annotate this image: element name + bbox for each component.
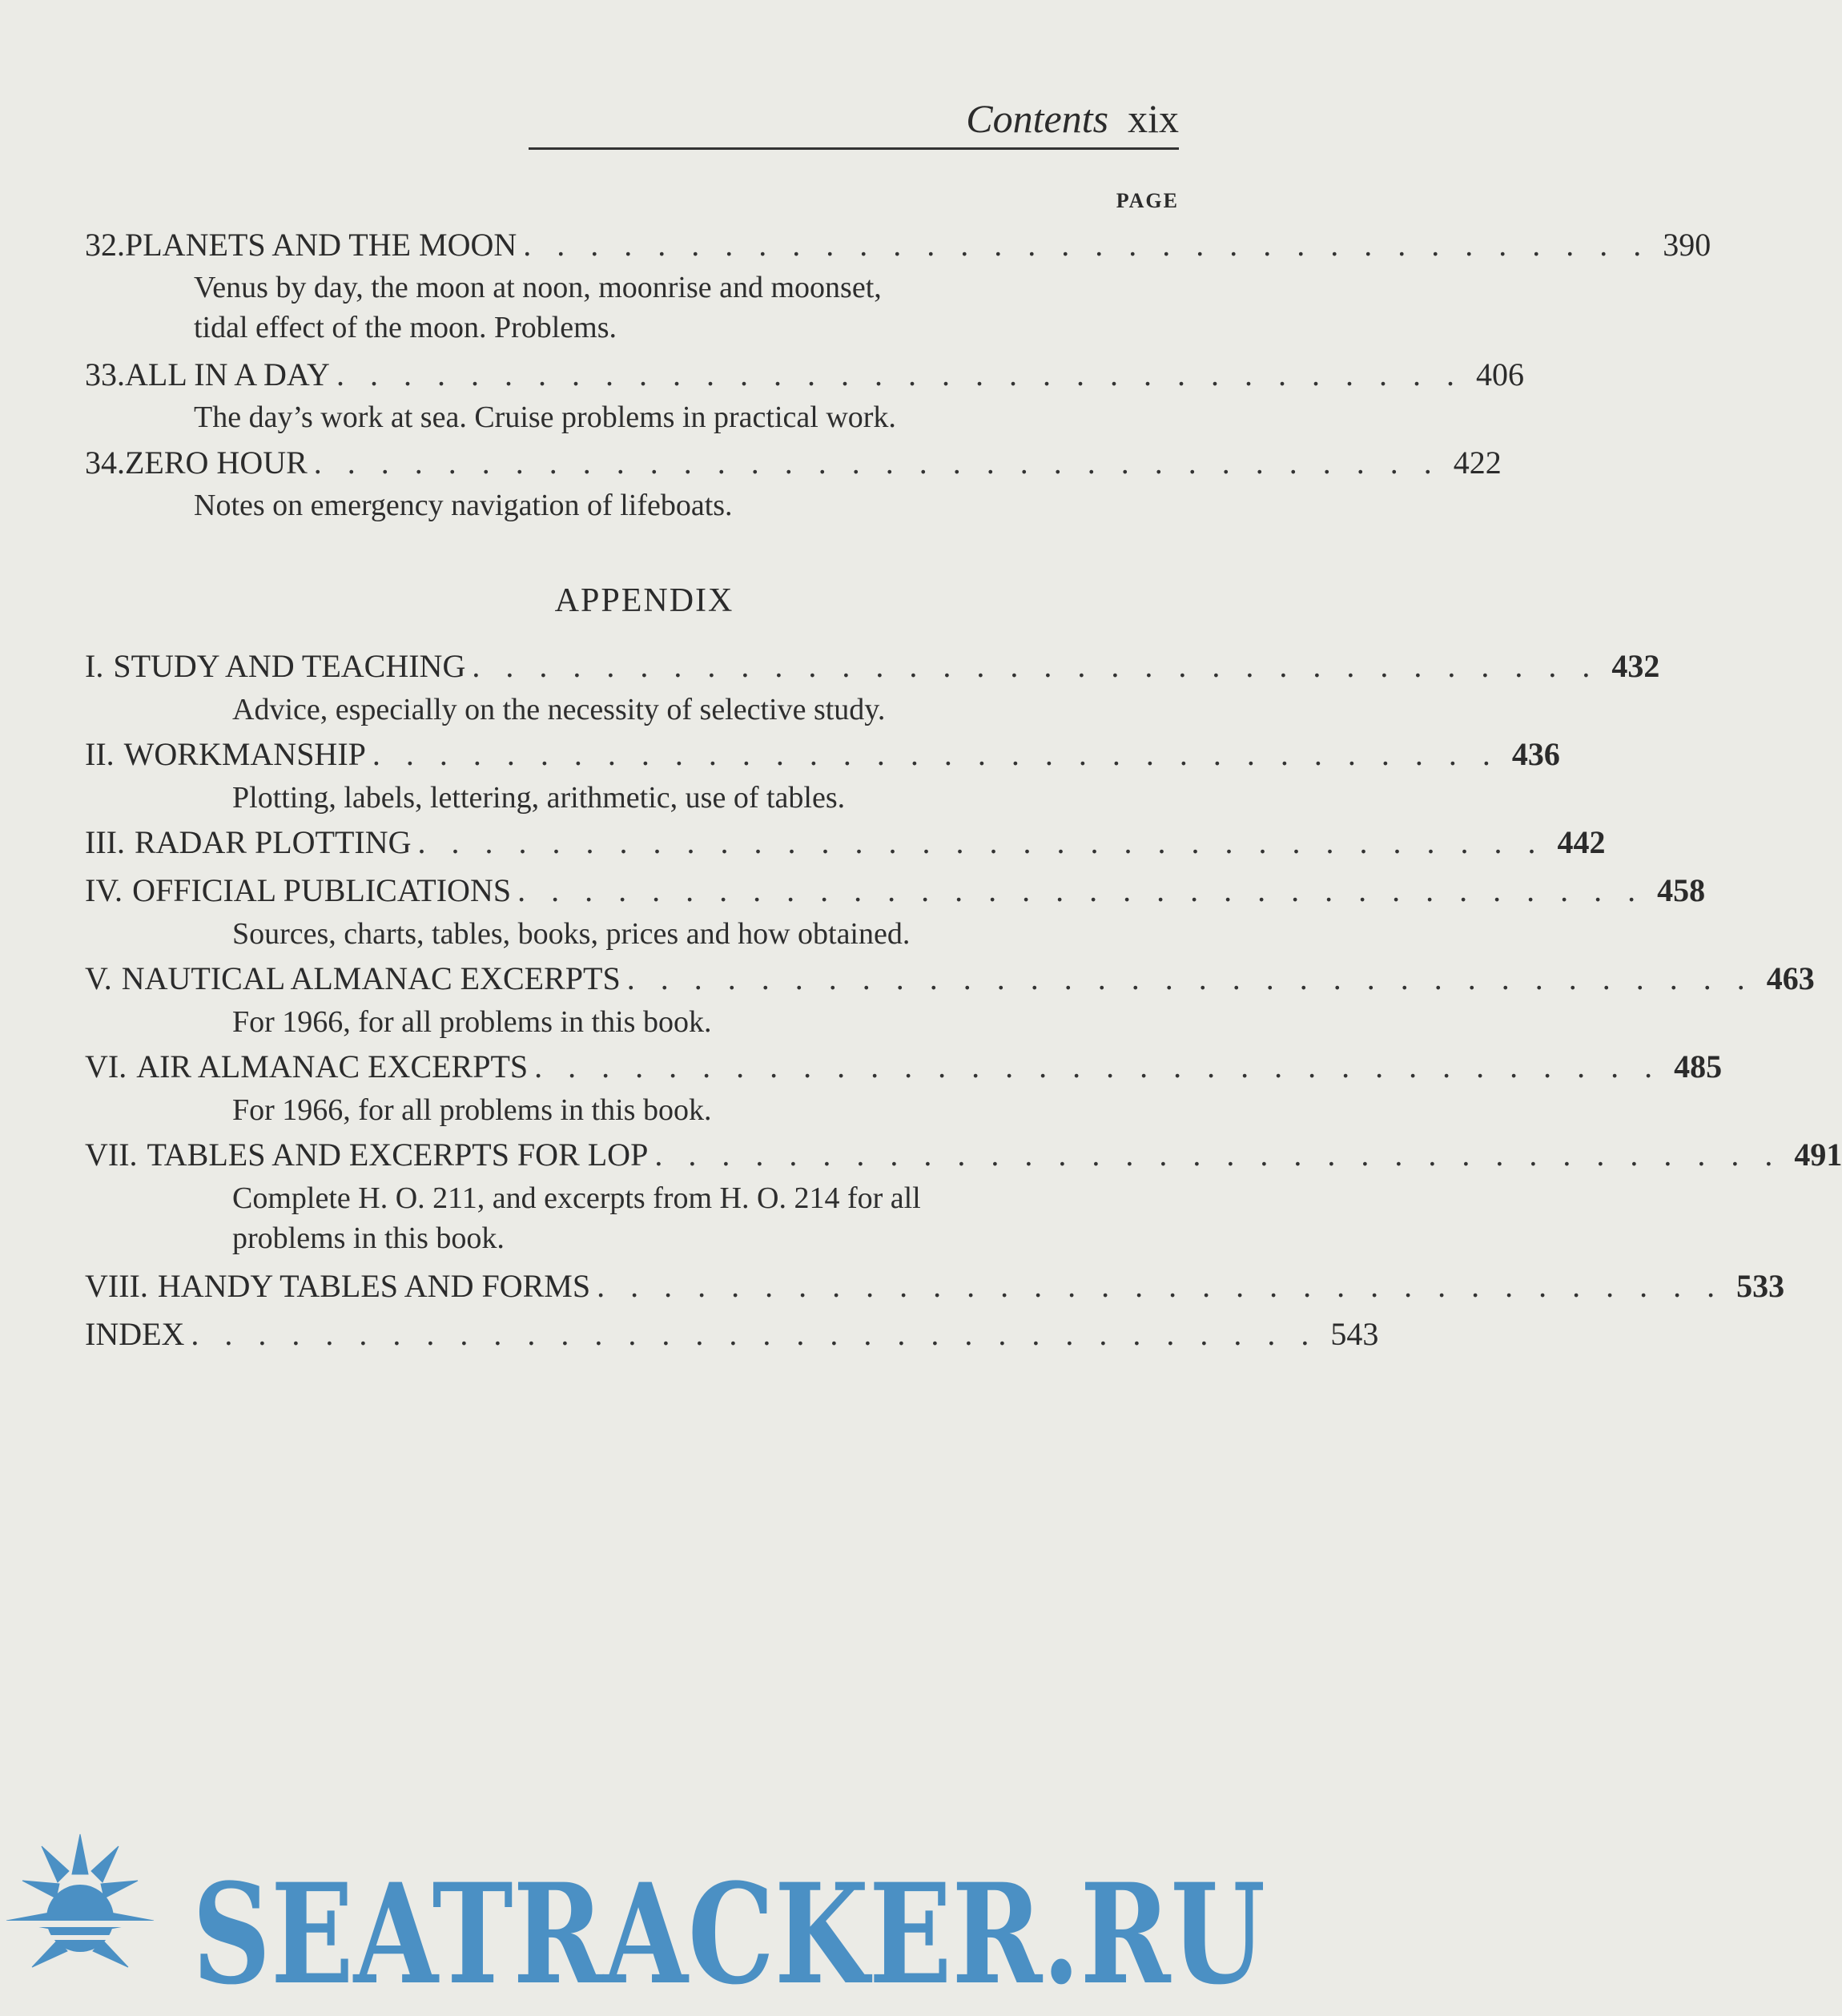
entry-title: INDEX xyxy=(85,1316,185,1352)
entry-page: 485 xyxy=(1674,1048,1723,1084)
entry-number: 34. xyxy=(85,445,125,481)
entry-page: 543 xyxy=(1330,1316,1379,1352)
entry-title: NAUTICAL ALMANAC EXCERPTS xyxy=(121,960,621,996)
entry-description-line: tidal effect of the moon. Problems. xyxy=(194,311,617,344)
appendix-heading: APPENDIX xyxy=(554,582,734,619)
dot-leader: . . . . . . . . . . . . . . . . . . . . . . . . . . . . . . . . . . xyxy=(523,227,1651,263)
entry-description-line: Complete H. O. 211, and excerpts from H. O. 214 for all xyxy=(232,1181,921,1215)
entry-page: 436 xyxy=(1511,736,1560,772)
entry-page: 432 xyxy=(1611,648,1660,684)
toc-entry-appendix-4[interactable] xyxy=(85,870,1706,911)
entry-description-line: problems in this book. xyxy=(232,1221,505,1255)
dot-leader: . . . . . . . . . . . . . . . . . . . . . . . . . . . . . . . . . . xyxy=(191,1316,1318,1352)
entry-number: 33. xyxy=(85,356,125,392)
entry-description-line: For 1966, for all problems in this book. xyxy=(232,1005,712,1039)
entry-description-line: Plotting, labels, lettering, arithmetic, use of tables. xyxy=(232,781,846,815)
entry-title: ALL IN A DAY xyxy=(125,356,330,392)
entry-number: VI. xyxy=(85,1048,127,1084)
entry-description-line: Advice, especially on the necessity of selective study. xyxy=(232,693,886,726)
entry-number: IV. xyxy=(85,872,123,908)
seatracker-watermark xyxy=(0,1818,1289,2015)
running-head-title: Contents xyxy=(966,96,1109,141)
watermark-text: SEATRACKER.RU xyxy=(192,1853,1265,2015)
entry-page: 491 xyxy=(1794,1137,1842,1173)
entry-title: ZERO HOUR xyxy=(125,445,308,481)
entry-page: 463 xyxy=(1766,960,1815,996)
dot-leader: . . . . . . . . . . . . . . . . . . . . . . . . . . . . . . . . . . xyxy=(517,872,1645,908)
entry-description-line: For 1966, for all problems in this book. xyxy=(232,1093,712,1127)
toc-entry-chapter-34[interactable] xyxy=(85,442,1502,484)
entry-page: 406 xyxy=(1475,356,1524,392)
toc-entry-index[interactable] xyxy=(85,1314,1379,1355)
entry-number: V. xyxy=(85,960,112,996)
entry-description-line: Venus by day, the moon at noon, moonrise and moonset, xyxy=(194,271,882,304)
entry-description-line: Notes on emergency navigation of lifeboats. xyxy=(194,489,733,522)
toc-entry-appendix-2[interactable] xyxy=(85,734,1560,775)
dot-leader: . . . . . . . . . . . . . . . . . . . . . . . . . . . . . . . . . . xyxy=(654,1137,1782,1173)
entry-number: II. xyxy=(85,736,115,772)
entry-page: 422 xyxy=(1453,445,1502,481)
toc-entry-appendix-7[interactable] xyxy=(85,1134,1842,1176)
entry-page: 390 xyxy=(1663,227,1711,263)
entry-title: HANDY TABLES AND FORMS xyxy=(157,1268,591,1304)
entry-title: TABLES AND EXCERPTS FOR LOP xyxy=(147,1137,649,1173)
entry-page: 533 xyxy=(1736,1268,1785,1304)
toc-entry-appendix-5[interactable] xyxy=(85,958,1815,1000)
entry-title: OFFICIAL PUBLICATIONS xyxy=(132,872,512,908)
dot-leader: . . . . . . . . . . . . . . . . . . . . . . . . . . . . . . . . . . xyxy=(313,445,1441,481)
entry-number: VIII. xyxy=(85,1268,148,1304)
entry-number: III. xyxy=(85,824,125,860)
running-head-page-number: xix xyxy=(1128,96,1179,141)
entry-description-line: Sources, charts, tables, books, prices and how obtained. xyxy=(232,917,911,951)
sun-icon xyxy=(0,1834,160,1967)
dot-leader: . . . . . . . . . . . . . . . . . . . . . . . . . . . . . . . . . . xyxy=(336,356,1463,392)
entry-page: 442 xyxy=(1557,824,1606,860)
entry-number: VII. xyxy=(85,1137,138,1173)
toc-entry-appendix-3[interactable] xyxy=(85,822,1606,863)
entry-description-line: The day’s work at sea. Cruise problems in practical work. xyxy=(194,400,896,434)
entry-page: 458 xyxy=(1657,872,1706,908)
dot-leader: . . . . . . . . . . . . . . . . . . . . . . . . . . . . . . . . . . xyxy=(534,1048,1662,1084)
dot-leader: . . . . . . . . . . . . . . . . . . . . . . . . . . . . . . . . . . xyxy=(372,736,1499,772)
page-column-label: PAGE xyxy=(1116,189,1179,212)
toc-entry-chapter-33[interactable] xyxy=(85,354,1524,396)
dot-leader: . . . . . . . . . . . . . . . . . . . . . . . . . . . . . . . . . . xyxy=(626,960,1754,996)
entry-number: 32. xyxy=(85,227,125,263)
entry-title: STUDY AND TEACHING xyxy=(113,648,466,684)
running-head xyxy=(529,95,1179,150)
entry-title: WORKMANSHIP xyxy=(123,736,366,772)
dot-leader: . . . . . . . . . . . . . . . . . . . . . . . . . . . . . . . . . . xyxy=(597,1268,1724,1304)
entry-title: AIR ALMANAC EXCERPTS xyxy=(136,1048,529,1084)
toc-entry-chapter-32[interactable] xyxy=(85,224,1711,266)
toc-entry-appendix-6[interactable] xyxy=(85,1046,1723,1088)
toc-entry-appendix-1[interactable] xyxy=(85,646,1660,687)
entry-number: I. xyxy=(85,648,104,684)
dot-leader: . . . . . . . . . . . . . . . . . . . . . . . . . . . . . . . . . . xyxy=(472,648,1599,684)
dot-leader: . . . . . . . . . . . . . . . . . . . . . . . . . . . . . . . . . . xyxy=(417,824,1545,860)
toc-entry-appendix-8[interactable] xyxy=(85,1266,1785,1307)
entry-title: RADAR PLOTTING xyxy=(134,824,412,860)
entry-title: PLANETS AND THE MOON xyxy=(125,227,517,263)
